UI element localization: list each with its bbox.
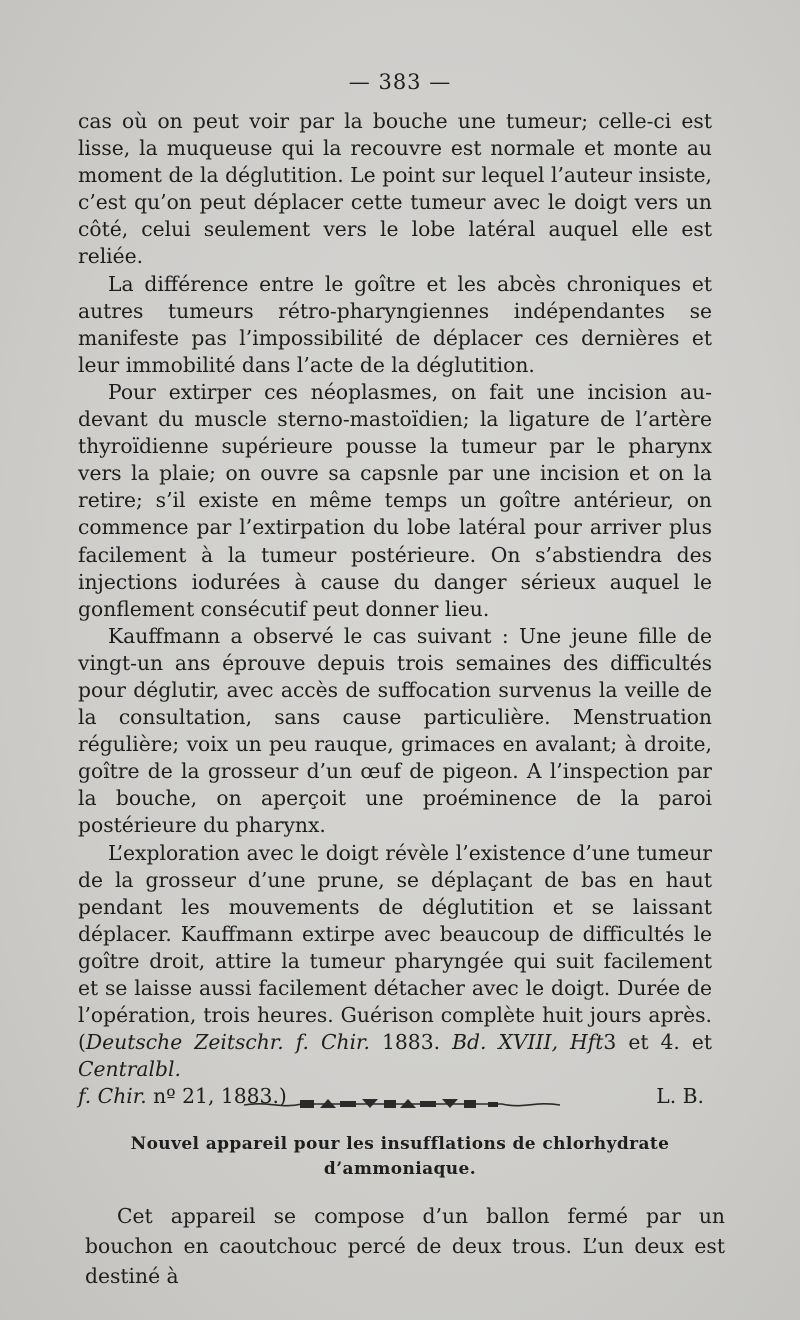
body-text (78, 108, 712, 1110)
paragraph-1: cas où on peut voir par la bouche une tumeur; celle-ci est lisse, la muqueuse qui la recouvre est normale et monte au moment de la déglutition. Le point sur lequel l’auteur insiste, c’est qu’on peut déplacer cette tumeur avec le doigt vers un côté, celui seulement vers le lobe latéral auquel elle est reliée. (78, 109, 712, 269)
reference-journal-2: Centralbl. (78, 1057, 181, 1082)
paragraph-5-text: L’exploration avec le doigt révèle l’existence d’une tumeur de la grosseur d’une prune, se déplaçant de bas en haut pendant les mouvements de déglutition et se laissant déplacer. Kauffmann extirpe avec beaucoup de difficultés le goître droit, attire la tumeur pharyngée qui suit facilement et se laisse aussi facilement détacher avec le doigt. Durée de l’opération, trois heures. Guérison complète huit jours après. ( (78, 840, 712, 1055)
section-title: Nouvel appareil pour les insufflations de chlorhydrate d’ammoniaque. (130, 1134, 670, 1179)
reference-volume: Bd. XVIII, Hft (452, 1030, 604, 1055)
reference-journal-1: Deutsche Zeitschr. f. Chir. (85, 1030, 370, 1055)
reference-journal-2b: f. Chir. (78, 1084, 147, 1109)
author-signature: L. B. (656, 1084, 704, 1109)
ornament-divider-icon (240, 1093, 564, 1115)
section-text (85, 1201, 725, 1291)
paragraph-2: La différence entre le goître et les abcès chroniques et autres tumeurs rétro-pharyngiennes indépendantes se manifeste pas l’impossibilité de déplacer ces dernières et leur immobilité dans l’acte de la déglutition. (78, 271, 712, 377)
page-number: — 383 — (348, 70, 452, 94)
section-paragraph: Cet appareil se compose d’un ballon fermé par un bouchon en caoutchouc percé de deux trous. L’un deux est destiné à (85, 1204, 725, 1288)
paragraph-4: Kauffmann a observé le cas suivant : Une jeune fille de vingt-un ans éprouve depuis trois semaines des difficultés pour déglutir, avec accès de suffocation survenus la veille de la consultation, sans cause particulière. Menstruation régulière; voix un peu rauque, grimaces en avalant; à droite, goître de la grosseur d’un œuf de pigeon. A l’inspection par la bouche, on aperçoit une proéminence de la paroi postérieure du pharynx. (78, 623, 712, 838)
paragraph-3: Pour extirper ces néoplasmes, on fait une incision au-devant du muscle sterno-mastoïdien; la ligature de l’artère thyroïdienne supérieure pousse la tumeur par le pharynx vers la plaie; on ouvre sa capsnle par une incision et on la retire; s’il existe en même temps un goître antérieur, on commence par l’extirpation du lobe latéral pour arriver plus facilement à la tumeur postérieure. On s’abstiendra des injections iodurées à cause du danger sérieux auquel le gonflement consécutif peut donner lieu. (78, 379, 712, 621)
paragraph-5 (78, 840, 712, 1084)
reference-year-1: 1883. (369, 1030, 453, 1055)
reference-tail: nº 21, 1883.) (146, 1084, 287, 1109)
reference-issue: 3 et 4. et (603, 1030, 713, 1055)
